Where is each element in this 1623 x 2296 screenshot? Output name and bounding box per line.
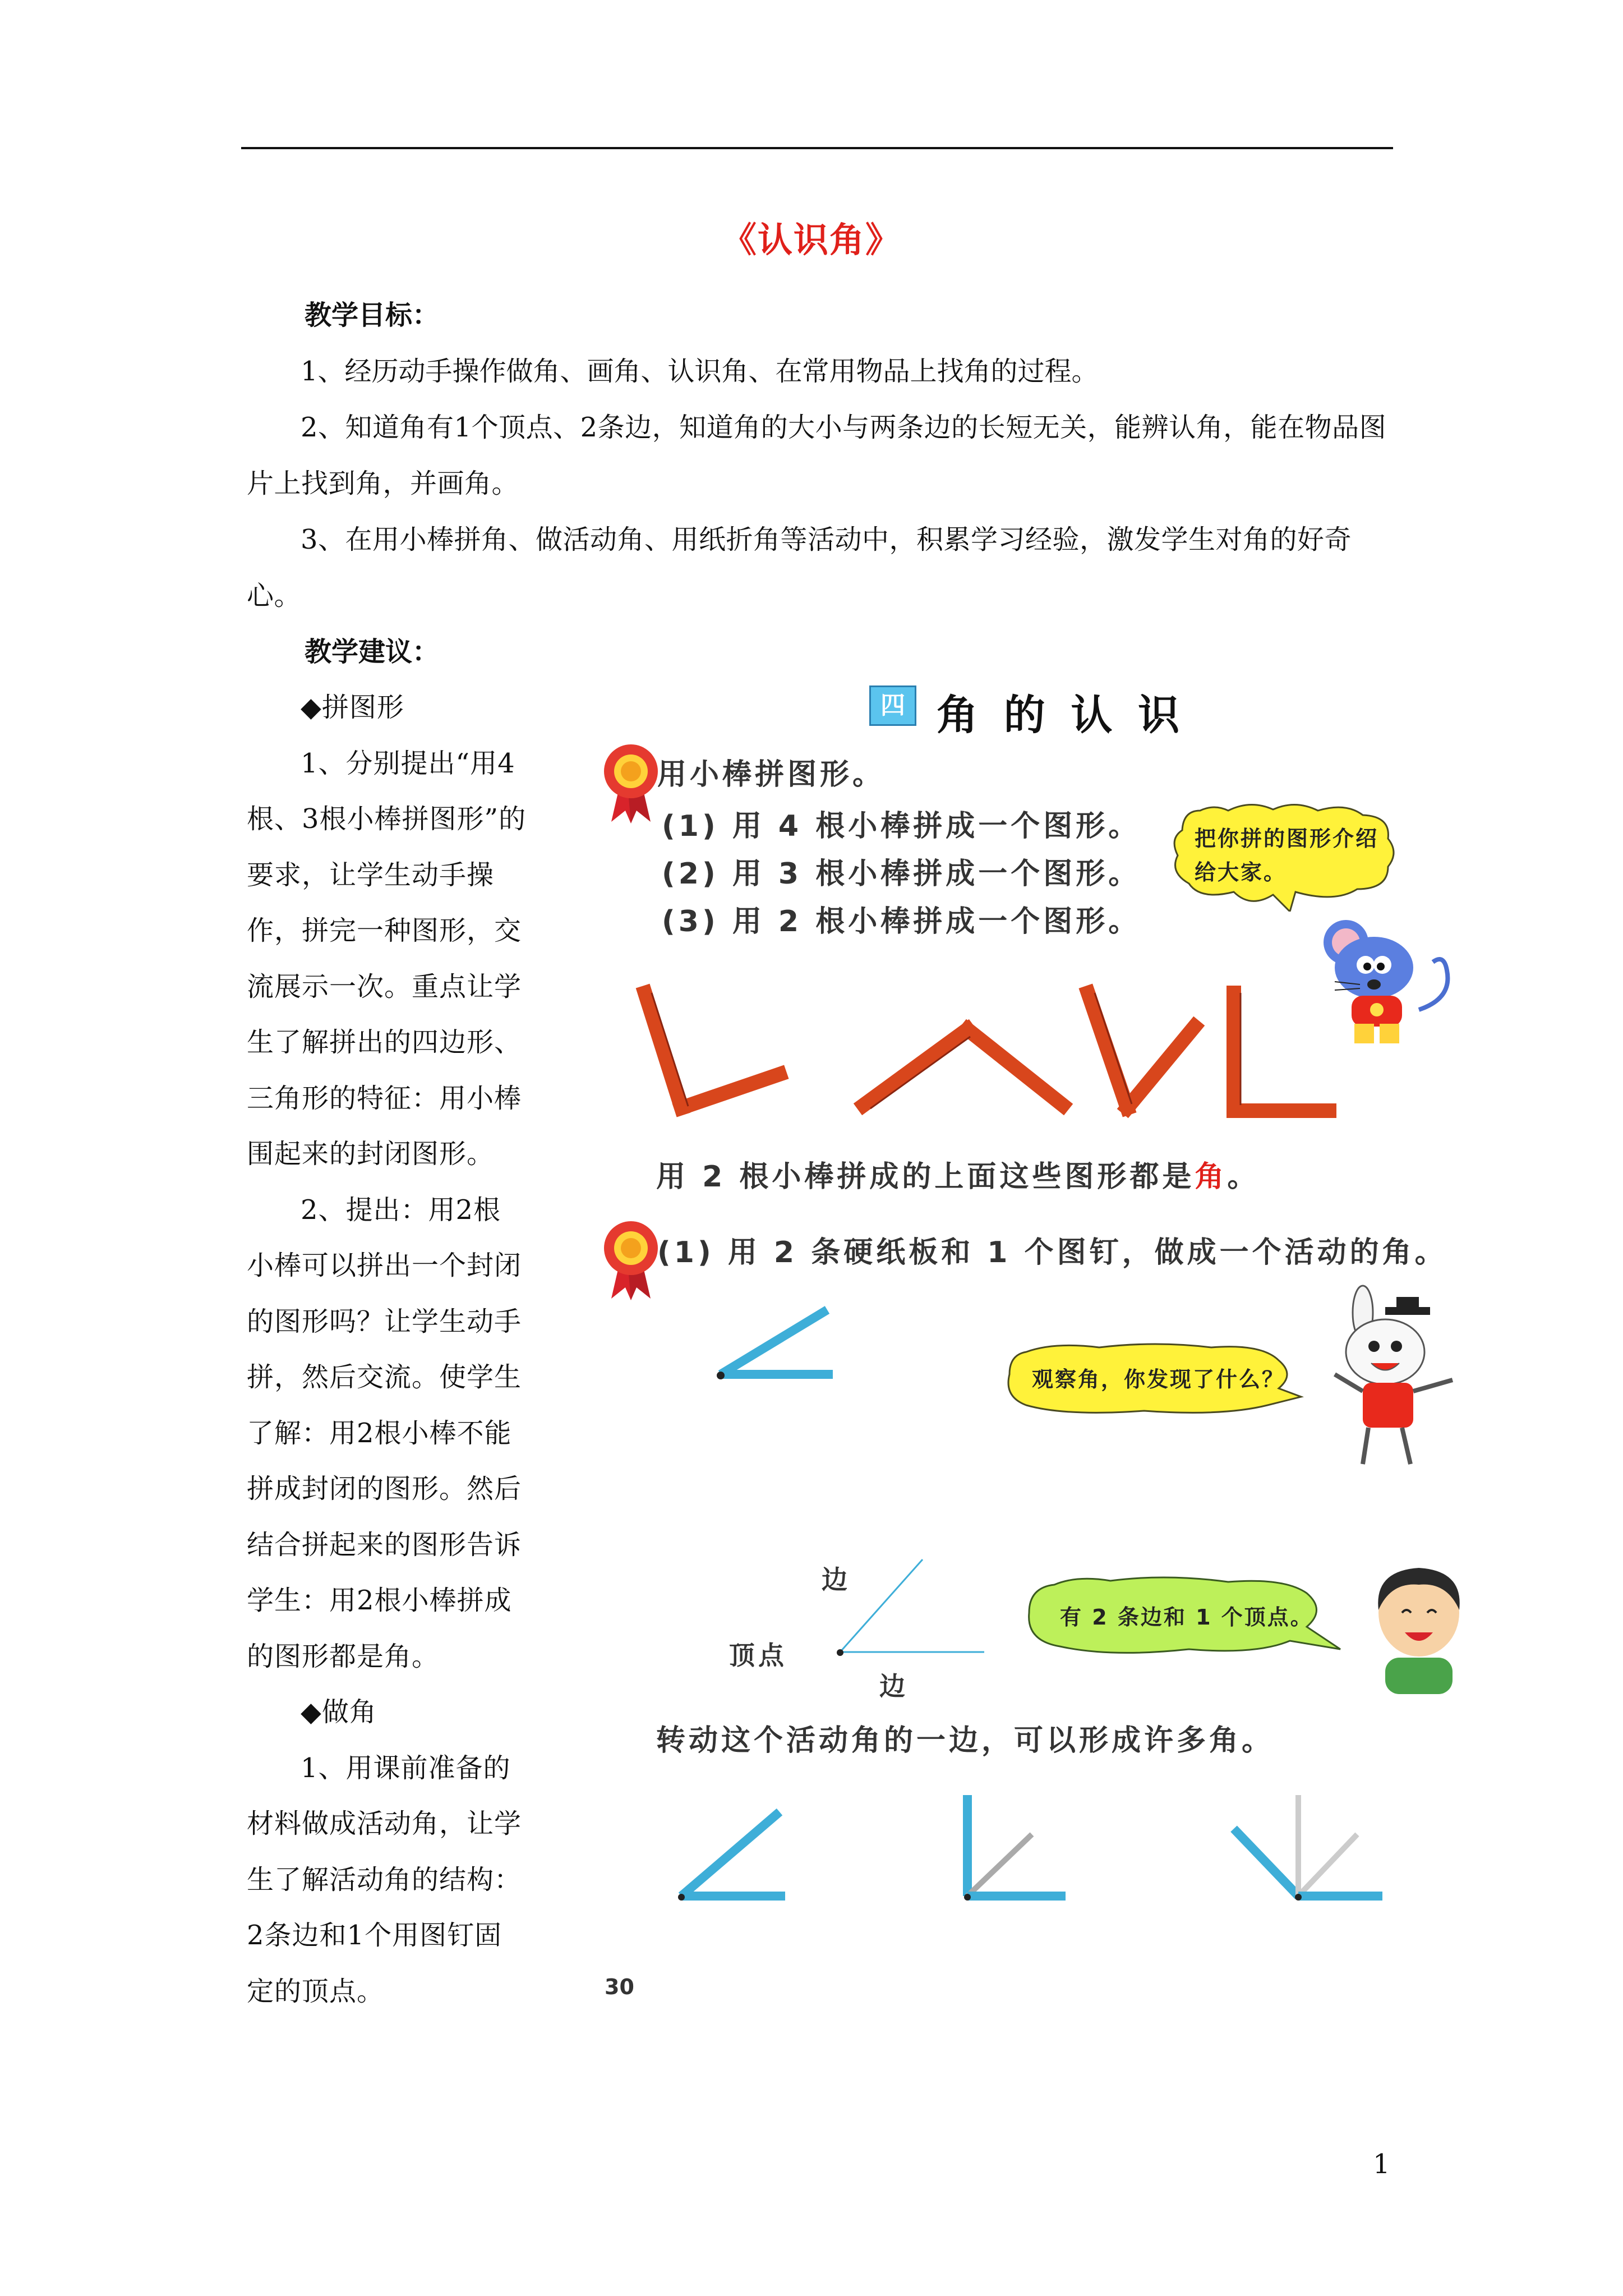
- bubble1-text: 把你拼的图形介绍给大家。: [1195, 826, 1379, 885]
- document-title: 《认识角》: [721, 219, 901, 260]
- bubble2-text: 观察角，你发现了什么？: [1032, 1367, 1285, 1392]
- activity1-title: 用小棒拼图形。: [657, 758, 886, 792]
- goal-item-2: 2、知道角有1个顶点、2条边，知道角的大小与两条边的长短无关，能辨认角，能在物品图片上找到角，并画角。: [247, 412, 1387, 499]
- activity2-title: (1) 用 2 条硬纸板和 1 个图钉，做成一个活动的角。: [657, 1236, 1447, 1269]
- textbook-page-figure: [594, 662, 1486, 2031]
- suggest-heading: 教学建议：: [305, 636, 440, 668]
- textbook-page-number: 30: [605, 1975, 634, 1999]
- section-title-zuo-jiao: ◆做角: [301, 1696, 377, 1728]
- goal-item-1: 1、经历动手操作做角、画角、认识角、在常用物品上找角的过程。: [301, 356, 1099, 387]
- movable-angle-illustration: [712, 1301, 847, 1386]
- label-side-bottom: 边: [879, 1671, 909, 1701]
- rotate-text: 转动这个活动角的一边，可以形成许多角。: [656, 1724, 1275, 1757]
- rotated-angle-1: [678, 1812, 785, 1901]
- vertex-sides-diagram: [830, 1548, 998, 1672]
- angle-summary: [656, 1153, 1260, 1195]
- stick-angle-1-side-a: [645, 993, 681, 1108]
- goal-item-3: 3、在用小棒拼角、做活动角、用纸折角等活动中，积累学习经验，激发学生对角的好奇心。: [247, 524, 1352, 611]
- rotated-angles-illustration: [673, 1789, 1469, 1913]
- stick-angle-3-side-b: [1127, 1027, 1195, 1108]
- label-side-top: 边: [822, 1565, 851, 1595]
- bubble3-text: 有 2 条边和 1 个顶点。: [1060, 1605, 1313, 1630]
- angle-summary-text: 用 2 根小棒拼成的上面这些图形都是: [656, 1160, 1195, 1194]
- label-vertex: 顶点: [729, 1640, 787, 1671]
- section-title-pin-tuxing: ◆拼图形: [301, 692, 404, 723]
- section1-paragraph-1: 1、分别提出“用4根、3根小棒拼图形”的要求，让学生动手操作，拼完一种图形，交流展示一次。重点让学生了解拼出的四边形、三角形的特征：用小棒围起来的封闭图形。: [247, 747, 527, 1170]
- stick-angle-2-side-a: [864, 1029, 967, 1105]
- angle-highlight-word: 角: [1195, 1160, 1228, 1194]
- stick-angle-2-side-b: [967, 1029, 1063, 1105]
- rabbit-character-icon: [1324, 1285, 1469, 1475]
- stick-angles-illustration: [628, 976, 1424, 1133]
- rotated-angle-2: [964, 1795, 1066, 1901]
- unit-number-badge: 四: [869, 685, 916, 726]
- section2-paragraph-1: 1、用课前准备的材料做成活动角，让学生了解活动角的结构：2条边和1个用图钉固定的顶点。: [247, 1752, 522, 2007]
- page-number: 1: [1373, 2148, 1390, 2180]
- unit-title: 角 的 认 识: [937, 691, 1186, 739]
- rotated-angle-3: [1234, 1795, 1382, 1901]
- stick-angle-3-side-a: [1088, 993, 1127, 1108]
- activity1-item-2: (2) 用 3 根小棒拼成一个图形。: [662, 857, 1141, 891]
- goals-heading: 教学目标：: [305, 300, 440, 331]
- stick-angle-1-side-b: [681, 1074, 780, 1108]
- suggestions-column: [247, 680, 527, 2019]
- activity1-item-3: (3) 用 2 根小棒拼成一个图形。: [662, 905, 1141, 938]
- rosette-icon: [600, 1217, 662, 1301]
- rosette-icon: [600, 740, 662, 825]
- activity1-item-1: (1) 用 4 根小棒拼成一个图形。: [662, 809, 1141, 843]
- section1-paragraph-2: 2、提出：用2根小棒可以拼出一个封闭的图形吗？让学生动手拼，然后交流。使学生了解：用2根小棒不能拼成封闭的图形。然后结合拼起来的图形告诉学生：用2根小棒拼成的图形都是角。: [247, 1194, 522, 1672]
- angle-summary-period: 。: [1227, 1160, 1260, 1194]
- header-rule: [241, 147, 1393, 149]
- boy-character-icon: [1363, 1559, 1475, 1694]
